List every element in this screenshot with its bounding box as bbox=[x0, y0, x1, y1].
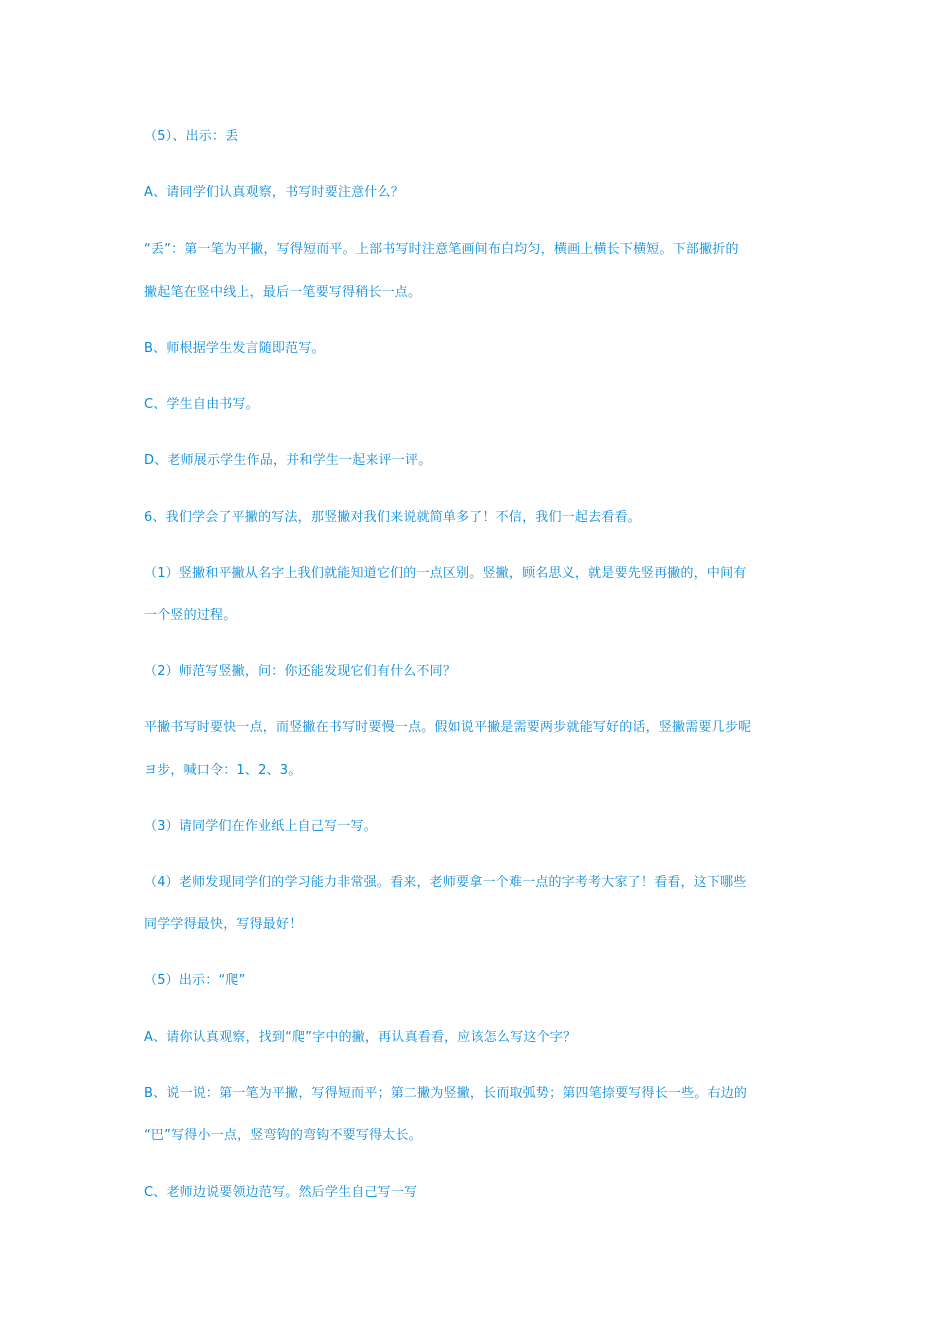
text-line: “巴”写得小一点，竖弯钩的弯钩不要写得太长。 bbox=[144, 1128, 422, 1143]
text-line: “丢”：第一笔为平撇，写得短而平。上部书写时注意笔画间布白均匀，横画上横长下横短。下部撇折的 bbox=[144, 242, 739, 257]
text-line: 撇起笔在竖中线上，最后一笔要写得稍长一点。 bbox=[144, 285, 422, 300]
text-line: （2）师范写竖撇，问：你还能发现它们有什么不同？ bbox=[144, 664, 457, 679]
text-line: D、老师展示学生作品，并和学生一起来评一评。 bbox=[144, 453, 432, 468]
text-line: 一个竖的过程。 bbox=[144, 608, 237, 623]
text-line: 同学学得最快，写得最好！ bbox=[144, 917, 303, 932]
text-line: （5）、出示：丢 bbox=[144, 129, 239, 144]
text-line: A、请你认真观察，找到“爬”字中的撇，再认真看看，应该怎么写这个字？ bbox=[144, 1030, 577, 1045]
text-line: C、老师边说要领边范写。然后学生自己写一写 bbox=[144, 1185, 418, 1200]
text-line: （1）竖撇和平撇从名字上我们就能知道它们的一点区别。竖撇，顾名思义，就是要先竖再撇的，中间有 bbox=[144, 566, 747, 581]
text-line: ヨ步，喊口令：1、2、3。 bbox=[144, 763, 302, 778]
text-line: A、请同学们认真观察，书写时要注意什么？ bbox=[144, 185, 404, 200]
text-line: B、说一说：第一笔为平撇，写得短而平；第二撇为竖撇，长而取弧势；第四笔捺要写得长一些。右边的 bbox=[144, 1086, 748, 1101]
text-line: 平撇书写时要快一点，而竖撇在书写时要慢一点。假如说平撇是需要两步就能写好的话，竖撇需要几步呢 bbox=[144, 720, 752, 735]
text-line: C、学生自由书写。 bbox=[144, 397, 259, 412]
text-line: （4）老师发现同学们的学习能力非常强。看来，老师要拿一个难一点的字考考大家了！看看，这下哪些 bbox=[144, 875, 747, 890]
text-line: B、师根据学生发言随即范写。 bbox=[144, 341, 325, 356]
text-line: 6、我们学会了平撇的写法，那竖撇对我们来说就简单多了！不信，我们一起去看看。 bbox=[144, 510, 641, 525]
text-line: （5）出示：“爬” bbox=[144, 973, 246, 988]
text-line: （3）请同学们在作业纸上自己写一写。 bbox=[144, 819, 377, 834]
